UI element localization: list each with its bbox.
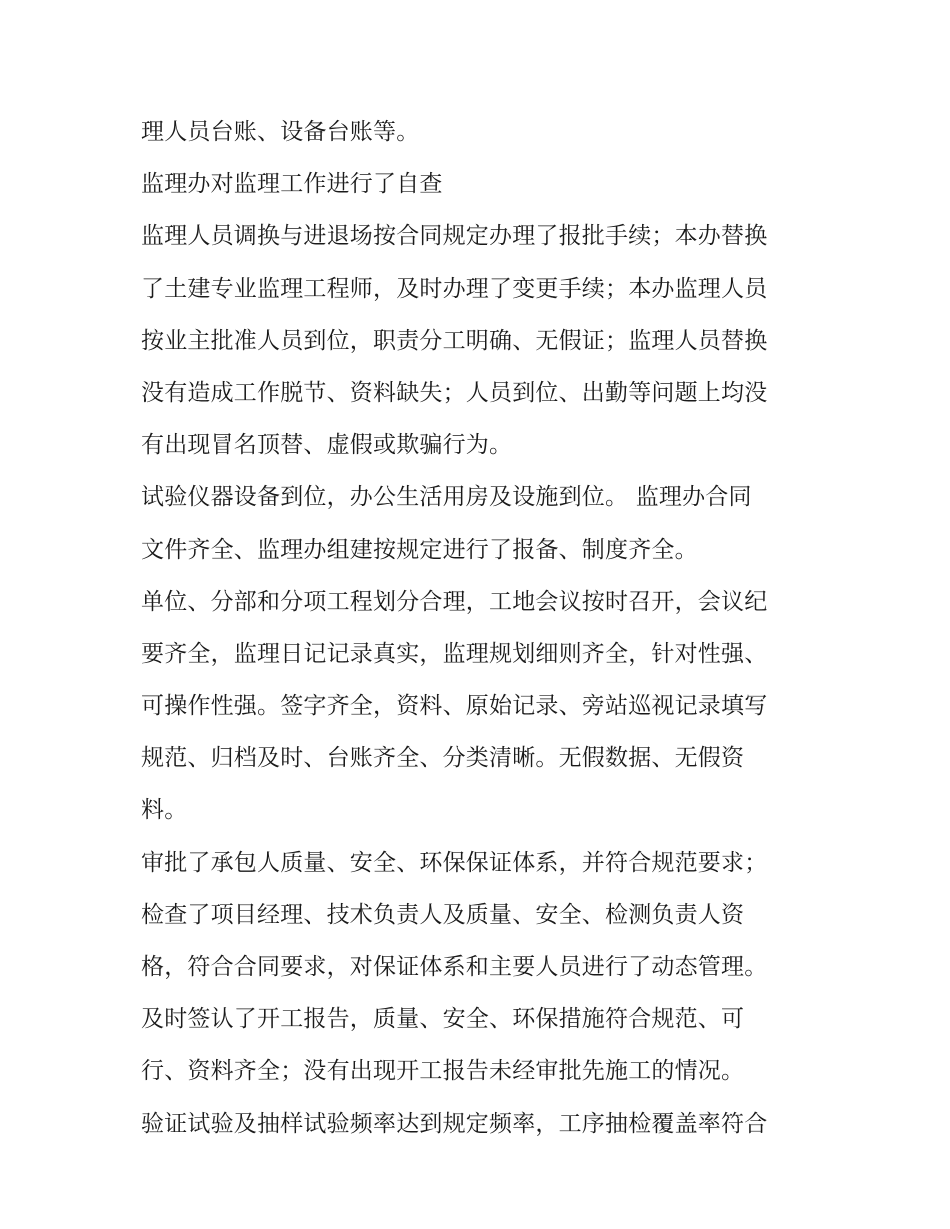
text-line: 监理人员调换与进退场按合同规定办理了报批手续；本办替换 <box>141 223 768 250</box>
text-line: 有出现冒名顶替、虚假或欺骗行为。 <box>141 432 513 459</box>
text-line: 要齐全，监理日记记录真实，监理规划细则齐全，针对性强、 <box>141 640 768 667</box>
text-line: 及时签认了开工报告，质量、安全、环保措施符合规范、可 <box>141 1006 745 1033</box>
text-line: 单位、分部和分项工程划分合理，工地会议按时召开，会议纪 <box>141 588 768 615</box>
text-line: 检查了项目经理、技术负责人及质量、安全、检测负责人资 <box>141 901 745 928</box>
text-line: 规范、归档及时、台账齐全、分类清晰。无假数据、无假资 <box>141 745 745 772</box>
document-body <box>141 106 821 1150</box>
text-line: 试验仪器设备到位，办公生活用房及设施到位。 监理办合同 <box>141 484 752 511</box>
text-line: 验证试验及抽样试验频率达到规定频率，工序抽检覆盖率符合 <box>141 1110 768 1137</box>
text-line: 可操作性强。签字齐全，资料、原始记录、旁站巡视记录填写 <box>141 693 768 720</box>
text-line: 按业主批准人员到位，职责分工明确、无假证；监理人员替换 <box>141 327 768 354</box>
text-line: 格，符合合同要求，对保证体系和主要人员进行了动态管理。 <box>141 954 768 980</box>
text-line: 理人员台账、设备台账等。 <box>141 119 420 145</box>
text-line: 监理办对监理工作进行了自查 <box>141 171 443 198</box>
text-line: 行、资料齐全；没有出现开工报告未经审批先施工的情况。 <box>141 1058 745 1085</box>
text-line: 审批了承包人质量、安全、环保保证体系，并符合规范要求； <box>141 849 768 876</box>
text-line: 文件齐全、监理办组建按规定进行了报备、制度齐全。 <box>141 536 698 563</box>
text-line: 没有造成工作脱节、资料缺失；人员到位、出勤等问题上均没 <box>141 379 768 406</box>
text-line: 了土建专业监理工程师，及时办理了变更手续；本办监理人员 <box>141 275 768 302</box>
text-line: 料。 <box>141 797 188 824</box>
